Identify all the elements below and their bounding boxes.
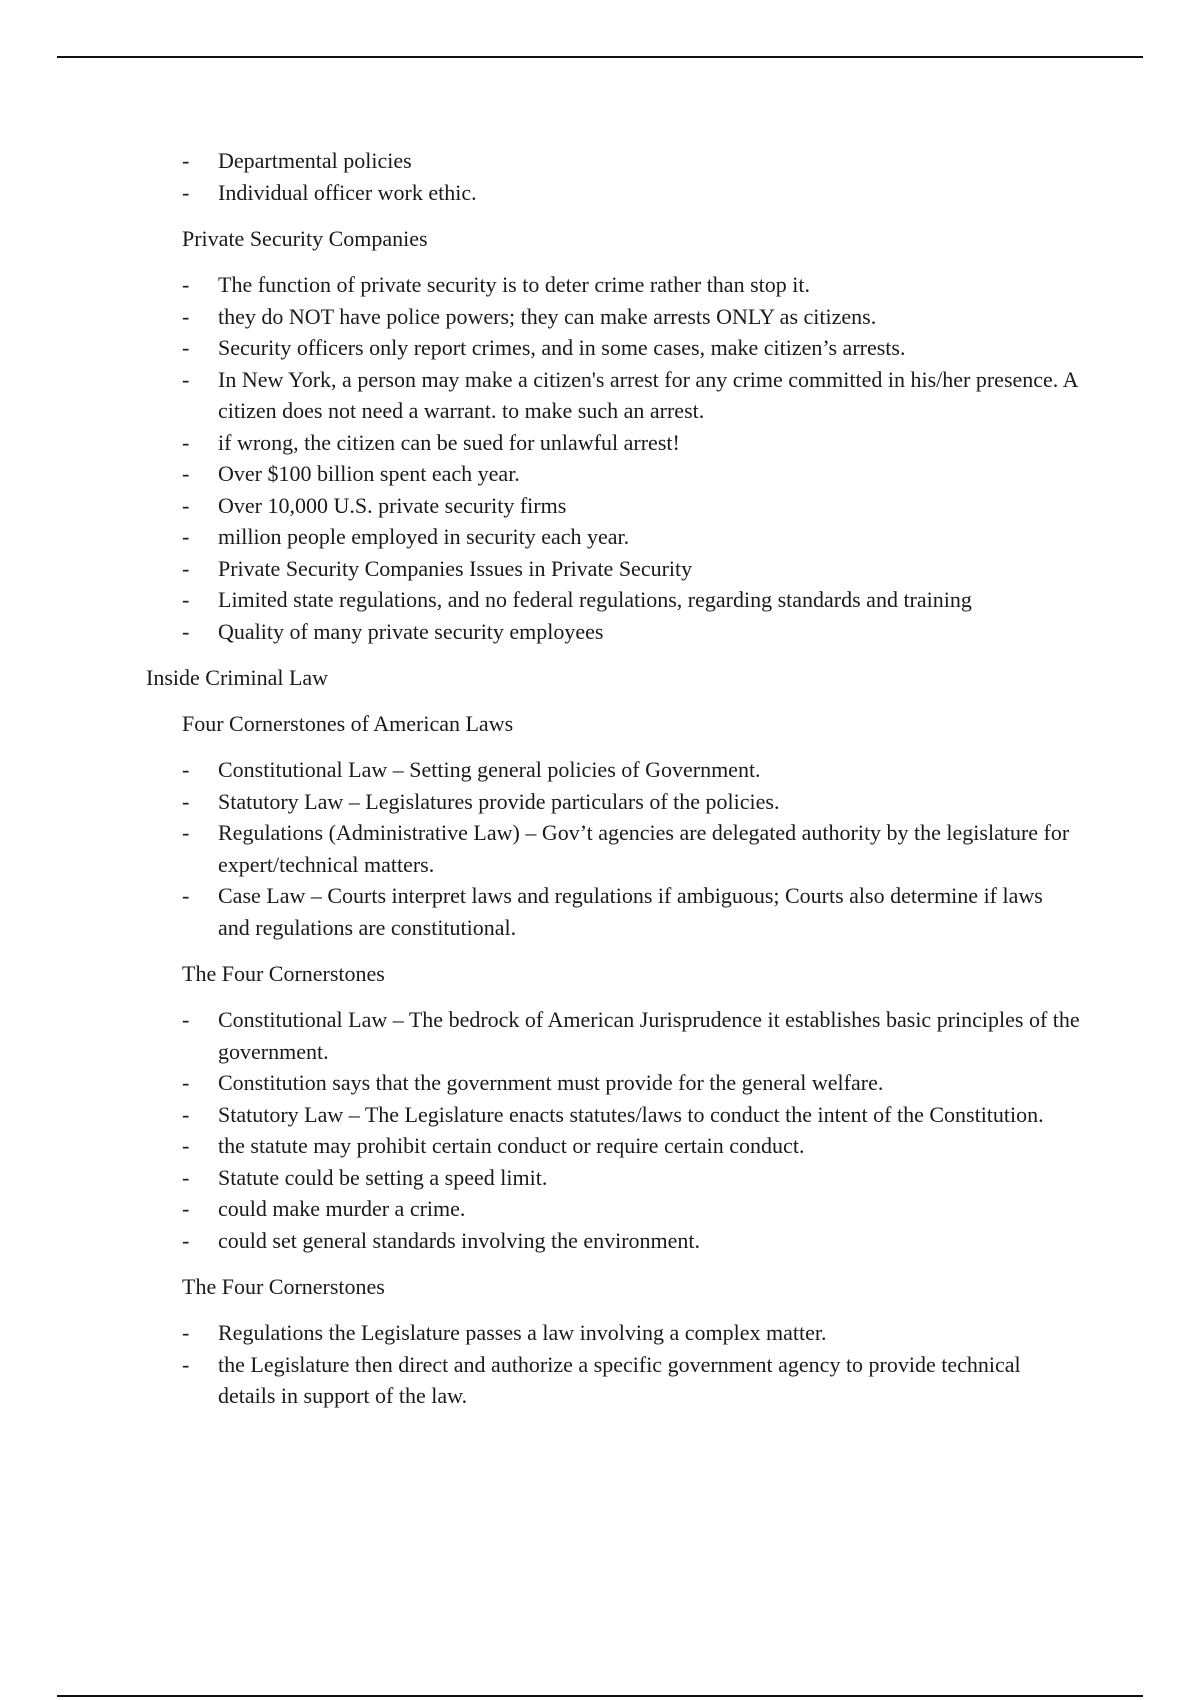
list-item: - Constitutional Law – Setting general policies of Government. (0, 754, 1200, 786)
private-security-list (0, 269, 1200, 647)
bullet-dash: - (182, 1351, 190, 1377)
section-heading-four-cornerstones-american-laws: Four Cornerstones of American Laws (182, 711, 514, 736)
list-item: - could set general standards involving the environment. (0, 1225, 1200, 1257)
continuation-list (0, 145, 1200, 208)
bullet-dash: - (182, 148, 190, 173)
list-item: - Departmental policies (0, 145, 1200, 177)
bullet-dash: - (182, 1320, 190, 1345)
bullet-dash: - (182, 366, 190, 392)
list-item: - the statute may prohibit certain conduct or require certain conduct. (0, 1130, 1200, 1162)
list-item: - Regulations (Administrative Law) – Gov’t agencies are delegated authority by the legislature for expert/technical matters. (0, 817, 1200, 880)
bullet-dash: - (182, 303, 190, 329)
list-item: - Private Security Companies Issues in Private Security (0, 553, 1200, 585)
list-item: - Constitutional Law – The bedrock of American Jurisprudence it establishes basic principles of the government. (0, 1004, 1200, 1067)
list-item: - Individual officer work ethic. (0, 177, 1200, 209)
bullet-dash: - (182, 429, 190, 455)
bullet-dash: - (182, 1101, 190, 1127)
list-item: - they do NOT have police powers; they can make arrests ONLY as citizens. (0, 301, 1200, 333)
list-item: - Limited state regulations, and no federal regulations, regarding standards and training (0, 584, 1200, 616)
list-item: - Over $100 billion spent each year. (0, 458, 1200, 490)
bottom-rule (57, 1695, 1143, 1697)
bullet-dash: - (182, 492, 190, 518)
chapter-title: Inside Criminal Law (146, 665, 329, 690)
list-item: - Statutory Law – The Legislature enacts statutes/laws to conduct the intent of the Constitution. (0, 1099, 1200, 1131)
list-item: - Over 10,000 U.S. private security firms (0, 490, 1200, 522)
list-item: - Security officers only report crimes, and in some cases, make citizen’s arrests. (0, 332, 1200, 364)
bullet-dash: - (182, 179, 190, 205)
bullet-dash: - (182, 587, 190, 612)
list-item: - The function of private security is to deter crime rather than stop it. (0, 269, 1200, 301)
document-body (0, 145, 1200, 1412)
list-item: - Statutory Law – Legislatures provide particulars of the policies. (0, 786, 1200, 818)
section-heading-four-cornerstones: The Four Cornerstones (182, 961, 385, 986)
regulations-list (0, 1317, 1200, 1412)
four-cornerstones-list (0, 1004, 1200, 1256)
bullet-dash: - (182, 272, 190, 297)
bullet-dash: - (182, 1007, 190, 1032)
bullet-dash: - (182, 1164, 190, 1190)
bullet-dash: - (182, 1196, 190, 1221)
list-item: - Quality of many private security employees (0, 616, 1200, 648)
list-item: - Constitution says that the government must provide for the general welfare. (0, 1067, 1200, 1099)
list-item: - Regulations the Legislature passes a law involving a complex matter. (0, 1317, 1200, 1349)
bullet-dash: - (182, 788, 190, 814)
bullet-dash: - (182, 335, 190, 360)
list-item: - the Legislature then direct and authorize a specific government agency to provide technical details in support of the law. (0, 1349, 1200, 1412)
list-item: - Statute could be setting a speed limit. (0, 1162, 1200, 1194)
list-item: - In New York, a person may make a citizen's arrest for any crime committed in his/her presence. A citizen does not need a warrant. to make such an arrest. (0, 364, 1200, 427)
bullet-dash: - (182, 1133, 190, 1158)
list-item: - Case Law – Courts interpret laws and regulations if ambiguous; Courts also determine if laws and regulations are constitutional. (0, 880, 1200, 943)
bullet-dash: - (182, 757, 190, 782)
top-rule (57, 56, 1143, 58)
bullet-dash: - (182, 883, 190, 908)
bullet-dash: - (182, 524, 190, 549)
bullet-dash: - (182, 1070, 190, 1095)
section-heading-private-security: Private Security Companies (182, 226, 428, 251)
bullet-dash: - (182, 555, 190, 581)
american-laws-list (0, 754, 1200, 943)
bullet-dash: - (182, 461, 190, 486)
bullet-dash: - (182, 820, 190, 845)
bullet-dash: - (182, 618, 190, 644)
list-item: - could make murder a crime. (0, 1193, 1200, 1225)
bullet-dash: - (182, 1227, 190, 1253)
section-heading-four-cornerstones-regulations: The Four Cornerstones (182, 1274, 385, 1299)
list-item: - million people employed in security each year. (0, 521, 1200, 553)
list-item: - if wrong, the citizen can be sued for unlawful arrest! (0, 427, 1200, 459)
